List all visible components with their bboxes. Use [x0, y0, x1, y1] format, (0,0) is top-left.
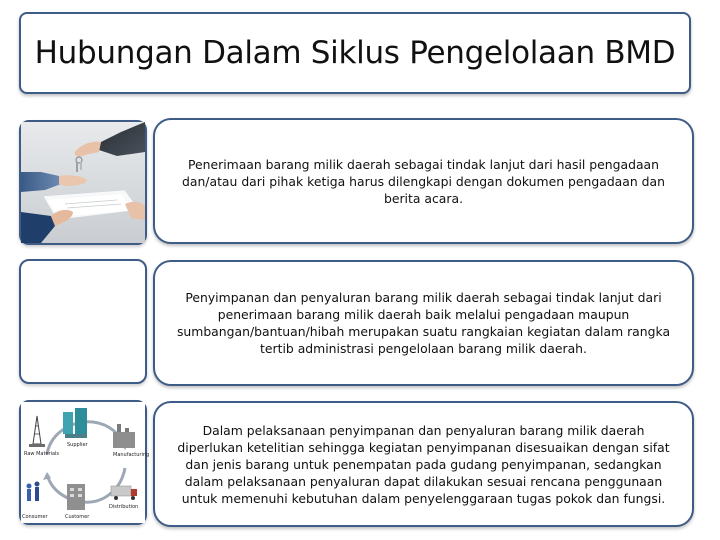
- label-consumer: Consumer: [22, 514, 48, 520]
- row-text: Penerimaan barang milik daerah sebagai tindak lanjut dari hasil pengadaan dan/atau dari pihak ketiga harus dilengkapi dengan dokumen pengadaan dan berita acara.: [182, 156, 665, 206]
- text-box-receipt: [153, 118, 694, 244]
- row-text: Dalam pelaksanaan penyimpanan dan penyaluran barang milik daerah diperlukan ketelitian sehingga kegiatan penyimpanan disesuaikan dengan sifat dan jenis barang untuk penempatan pada gudang penyimpanan, sedangkan dalam pelaksanaan penyaluran dapat dilakukan sesuai rencana penggunaan untuk memenuhi kebutuhan dalam penyelenggaraan tugas pokok dan fungsi.: [177, 422, 670, 506]
- handover-image: [19, 120, 147, 245]
- row-text: Penyimpanan dan penyaluran barang milik daerah sebagai tindak lanjut dari penerimaan barang milik daerah baik melalui pengadaan maupun sumbangan/bantuan/hibah merupakan suatu rangkaian kegiatan dalam rangka tertib administrasi pengelolaan barang milik daerah.: [176, 290, 671, 356]
- handover-keys-photo-icon: [21, 122, 145, 243]
- text-box-distribution: [153, 401, 694, 527]
- label-raw-materials: Raw Materials: [24, 451, 60, 457]
- page-title: Hubungan Dalam Siklus Pengelolaan BMD: [34, 35, 676, 71]
- customer-icon: [67, 484, 85, 510]
- label-distribution: Distribution: [109, 504, 139, 510]
- supply-chain-image: [19, 400, 150, 525]
- blank-image-box: [19, 259, 147, 384]
- supplier-icon: [63, 408, 87, 438]
- label-customer: Customer: [65, 514, 90, 520]
- text-box-storage: [153, 260, 694, 386]
- title-box: [19, 12, 691, 94]
- supply-chain-cycle-diagram-icon: [21, 402, 150, 523]
- label-manufacturing: Manufacturing: [113, 452, 150, 458]
- label-supplier: Supplier: [67, 442, 88, 448]
